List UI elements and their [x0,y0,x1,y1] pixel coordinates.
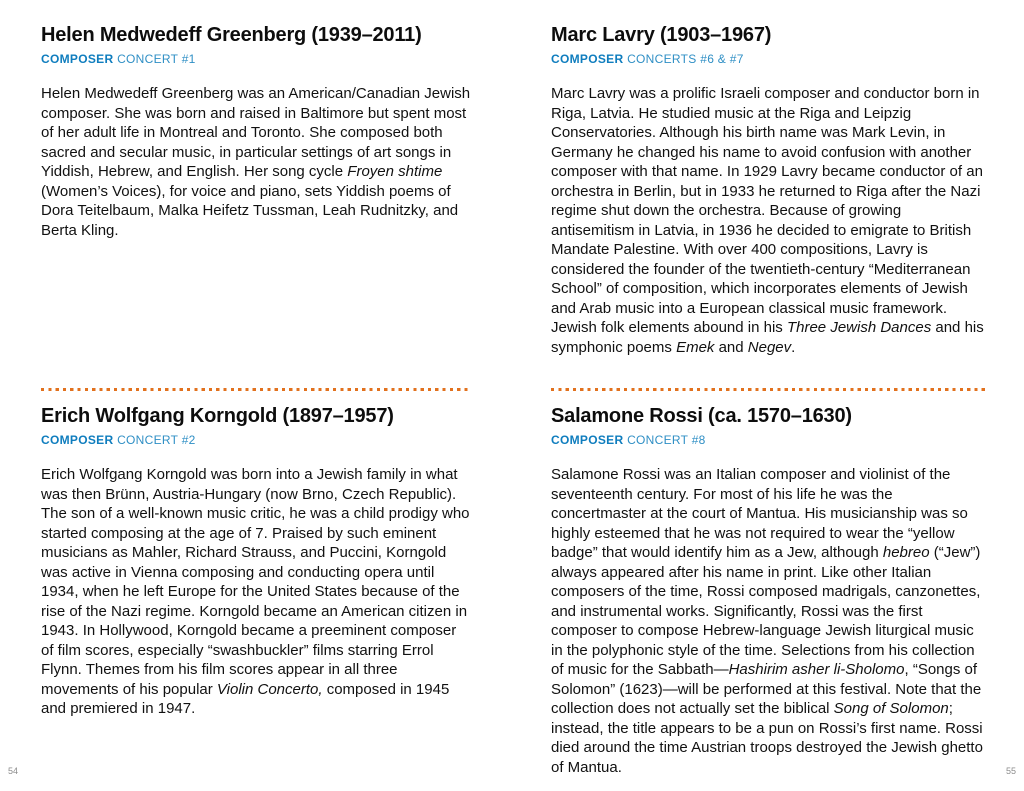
page-left [41,0,471,791]
concert-reference: CONCERTS #6 & #7 [627,52,744,66]
composer-section-rossi [551,405,987,777]
composer-bio: Erich Wolfgang Korngold was born into a Jewish family in what was then Brünn, Austria-Hungary (now Brno, Czech Republic). The son of a well-known music critic, he was a child prodigy who started composing at the age of 7. Praised by such eminent musicians as Mahler, Richard Strauss, and Puccini, Korngold was active in Vienna composing and conducting opera until 1934, when he left Europe for the United States because of the rise of the Nazi regime. Korngold became an American citizen in 1943. In Hollywood, Korngold became a preeminent composer of film scores, especially “swashbuckler” films starring Errol Flynn. Themes from his film scores appear in all three movements of his popular Violin Concerto, composed in 1945 and premiered in 1947. [41,466,470,717]
composer-title: Marc Lavry (1903–1967) [551,24,772,46]
composer-section-korngold [41,405,471,719]
page-right [551,0,987,791]
composer-section-lavry [551,24,987,357]
composer-title: Helen Medwedeff Greenberg (1939–2011) [41,24,422,46]
composer-subtitle [551,434,987,446]
concert-reference: CONCERT #8 [627,433,706,447]
composer-bio: Helen Medwedeff Greenberg was an American/Canadian Jewish composer. She was born and raised in Baltimore but spent most of her adult life in Montreal and Toronto. She composed both sacred and secular music, in particular settings of art songs in Yiddish, Hebrew, and English. Her song cycle Froyen shtime (Women’s Voices), for voice and piano, sets Yiddish poems of Dora Teitelbaum, Malka Heifetz Tussman, Leah Rudnitzky, and Berta Kling. [41,85,471,239]
composer-label: COMPOSER [551,433,624,447]
concert-reference: CONCERT #2 [117,433,196,447]
page-number-right: 55 [1005,766,1016,776]
composer-subtitle [41,434,471,446]
page-number-left: 54 [8,766,19,776]
composer-subtitle [41,53,471,65]
composer-label: COMPOSER [41,52,114,66]
composer-bio: Salamone Rossi was an Italian composer and violinist of the seventeenth century. For most of his life he was the concertmaster at the court of Mantua. His musicianship was so highly esteemed that he was not required to wear the “yellow badge” that would identify him as a Jew, although hebreo (“Jew”) always appeared after his name in print. Like other Italian composers of the time, Rossi composed madrigals, canzonettes, and instrumental works. Significantly, Rossi was the first composer to compose Hebrew-language Jewish liturgical music in the polyphonic style of the time. Selections from his collection of music for the Sabbath—Hashirim asher li-Sholomo, “Songs of Solomon” (1623)—will be performed at this festival. Note that the collection does not actually set the biblical Song of Solomon; instead, the title appears to be a pun on Rossi’s first name. Rossi died around the time Austrian troops destroyed the Jewish ghetto of Mantua. [551,466,983,776]
composer-bio: Marc Lavry was a prolific Israeli composer and conductor born in Riga, Latvia. He studied music at the Riga and Leipzig Conservatories. Although his birth name was Mark Levin, in Germany he changed his name to avoid confusion with another composer with that name. In 1929 Lavry became conductor of an orchestra in Berlin, but in 1933 he returned to Riga after the Nazi regime shut down the orchestra. Because of growing antisemitism in Latvia, in 1936 he decided to emigrate to British Mandate Palestine. With over 400 compositions, Lavry is considered the founder of the twentieth-century “Mediterranean School” of composition, which incorporates elements of Jewish and Arab music into a European classical music framework. Jewish folk elements abound in his Three Jewish Dances and his symphonic poems Emek and Negev. [551,85,984,356]
composer-label: COMPOSER [551,52,624,66]
concert-reference: CONCERT #1 [117,52,196,66]
composer-title: Salamone Rossi (ca. 1570–1630) [551,405,852,427]
composer-title: Erich Wolfgang Korngold (1897–1957) [41,405,394,427]
composer-section-greenberg [41,24,471,240]
composer-subtitle [551,53,987,65]
dotted-divider [41,388,469,391]
dotted-divider [551,388,985,391]
composer-label: COMPOSER [41,433,114,447]
